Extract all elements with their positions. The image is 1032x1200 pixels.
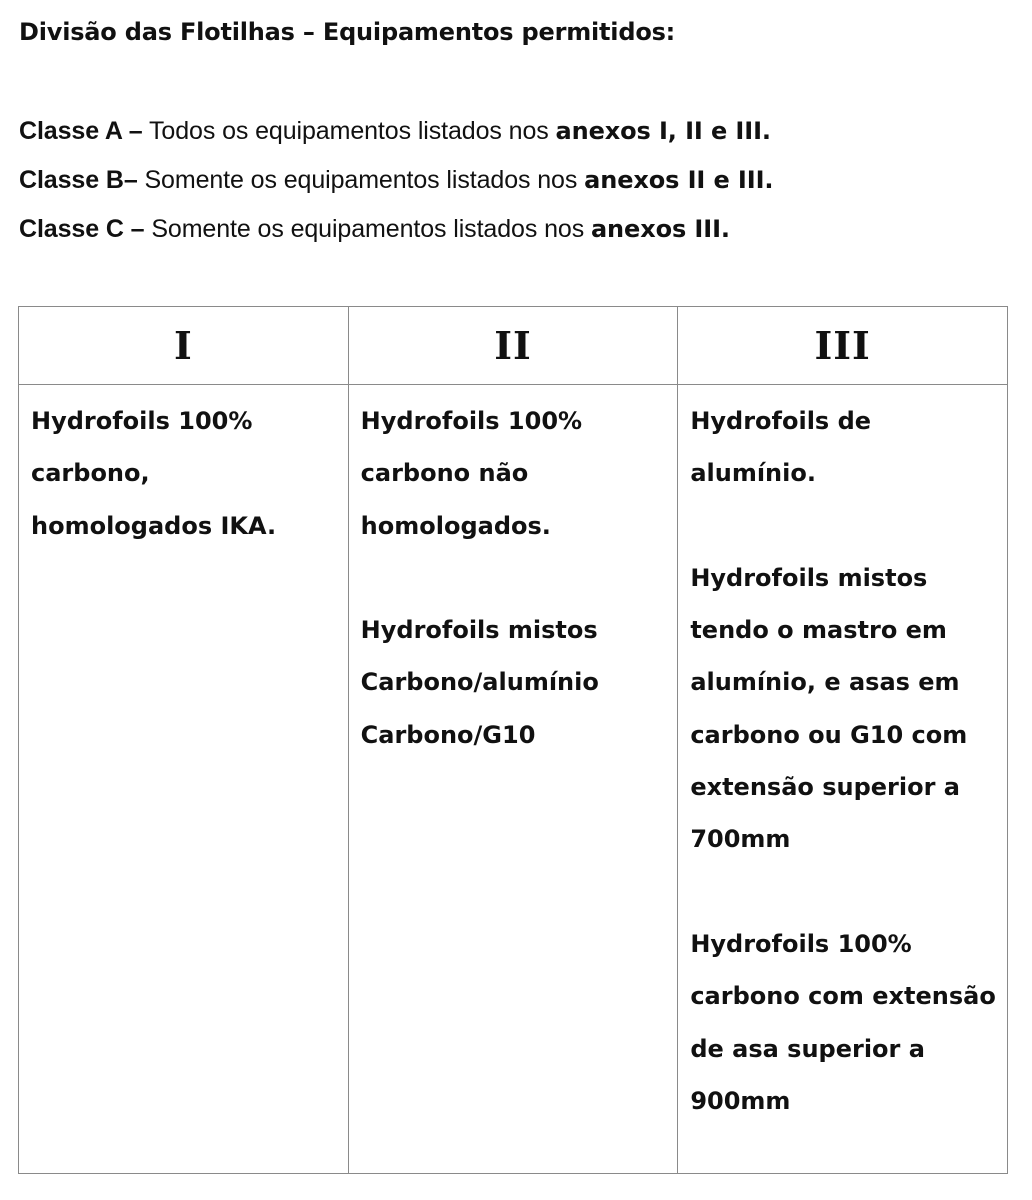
class-c-label: Classe C – (19, 215, 145, 243)
annex-iii-header: III (678, 307, 1008, 385)
annex-ii-item: Hydrofoils 100% carbono não homologados. (360, 407, 583, 540)
annex-ii-item: Hydrofoils mistos Carbono/alumínio Carbono/G10 (360, 616, 599, 749)
annex-i-cell (19, 385, 349, 1174)
annex-ii-header: II (348, 307, 678, 385)
annex-iii-item: Hydrofoils de alumínio. (690, 407, 872, 488)
class-list (19, 110, 1019, 257)
class-c-annexes: anexos III. (590, 215, 730, 243)
class-b-annexes: anexos II e III. (584, 166, 774, 194)
class-a-label: Classe A – (19, 117, 143, 145)
annex-ii-cell (348, 385, 678, 1174)
class-c-text: Somente os equipamentos listados nos (144, 215, 591, 243)
class-a-annexes: anexos I, II e III. (555, 117, 771, 145)
class-b-line (19, 159, 1019, 208)
annex-body-row (19, 385, 1008, 1174)
page-title: Divisão das Flotilhas – Equipamentos permitidos: (19, 18, 676, 46)
class-a-line (19, 110, 1019, 159)
annex-header-row (19, 307, 1008, 385)
annex-iii-item: Hydrofoils 100% carbono com extensão de asa superior a 900mm (690, 929, 996, 1115)
annex-i-item: Hydrofoils 100% carbono, homologados IKA. (31, 407, 277, 540)
annex-table (18, 306, 1008, 1174)
class-b-text: Somente os equipamentos listados nos (137, 166, 585, 194)
annex-i-header: I (19, 307, 349, 385)
class-c-line (19, 208, 1019, 257)
class-a-text: Todos os equipamentos listados nos (142, 117, 556, 145)
annex-iii-item: Hydrofoils mistos tendo o mastro em alumínio, e asas em carbono ou G10 com extensão superior a 700mm (690, 563, 968, 854)
class-b-label: Classe B– (19, 166, 138, 194)
annex-iii-cell (678, 385, 1008, 1174)
